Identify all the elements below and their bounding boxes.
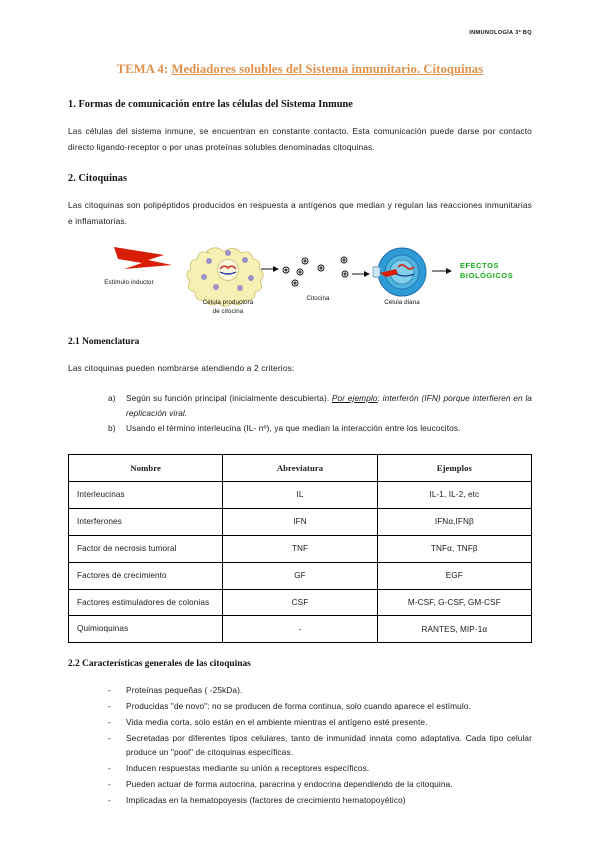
table-row [69, 589, 532, 616]
cell-nombre: Factores de crecimiento [69, 562, 223, 589]
cell-abreviatura: IFN [223, 508, 377, 535]
table-header-row [69, 455, 532, 482]
arrow-target-to-effects [432, 268, 452, 274]
page-title [68, 62, 532, 77]
cell-ejemplos: M-CSF, G-CSF, GM-CSF [377, 589, 531, 616]
list-item [126, 421, 532, 436]
section-1-paragraph: Las células del sistema inmune, se encuentran en constante contacto. Esta comunicación puede darse por contacto directo ligando-receptor o por unas proteínas solubles denominadas citoquinas. [68, 126, 532, 152]
producer-cell-icon [187, 248, 264, 307]
cytokine-molecules-icon [283, 257, 348, 286]
nomenclature-criteria-list [68, 391, 532, 436]
column-header-nombre: Nombre [69, 455, 223, 482]
biological-effects-label-line1: EFECTOS [460, 261, 499, 271]
stimulus-lightning-icon [114, 247, 172, 269]
cell-abreviatura: GF [223, 562, 377, 589]
cell-ejemplos: EGF [377, 562, 531, 589]
arrow-cytokine-to-target [352, 271, 370, 277]
cell-ejemplos: RANTES, MIP-1α [377, 616, 531, 643]
criterion-a-emphasis: Por ejemplo [331, 392, 378, 403]
cell-ejemplos: TNFα, TNFβ [377, 535, 531, 562]
cell-abreviatura: - [223, 616, 377, 643]
criterion-a-italic: : interferón (IFN) porque interfieren en la replicación viral. [126, 392, 533, 418]
table-row [69, 616, 532, 643]
cell-abreviatura: IL [223, 482, 377, 509]
list-item: - Implicadas en la hematopoyesis (factores de crecimiento hematopoyético) [126, 793, 532, 808]
list-item: - Vida media corta, solo están en el ambiente mientras el antígeno esté presente. [126, 715, 532, 730]
section-2-1-heading: 2.1 Nomenclatura [68, 337, 140, 348]
section-2-2-heading: 2.2 Características generales de las citoquinas [68, 659, 251, 670]
arrow-producer-to-cytokine [261, 266, 279, 272]
column-header-abreviatura: Abreviatura [223, 455, 377, 482]
title-rest: Mediadores solubles del Sistema inmunitario. Citoquinas [171, 62, 484, 76]
table-row [69, 482, 532, 509]
cytokine-families-table [68, 454, 532, 643]
running-header: INMUNOLOGÍA 3º BQ [469, 30, 532, 36]
section-2-1-intro: Las citoquinas pueden nombrarse atendiendo a 2 criterios: [68, 363, 295, 374]
cell-abreviatura: TNF [223, 535, 377, 562]
list-item: - Secretadas por diferentes tipos celulares, tanto de inmunidad innata como adaptativa. Cada tipo celular produce un "pool" de citoquinas específicas. [126, 731, 532, 761]
list-item: - Inducen respuestas mediante su unión a receptores específicos. [126, 761, 532, 776]
stimulus-label: Estímulo inductor [104, 279, 154, 287]
producer-cell-label-line1: Célula productora [202, 299, 254, 307]
cell-ejemplos: IFNα,IFNβ [377, 508, 531, 535]
target-cell-icon [373, 248, 426, 296]
target-cell-label: Célula diana [384, 299, 420, 307]
section-1-heading: 1. Formas de comunicación entre las células del Sistema Inmune [68, 99, 353, 110]
list-item: - Proteínas pequeñas ( -25kDa). [126, 683, 532, 698]
table-row [69, 535, 532, 562]
biological-effects-label-line2: BIOLÓGICOS [460, 271, 514, 281]
cytokine-signaling-diagram [68, 243, 532, 321]
cell-nombre: Quimioquinas [69, 616, 223, 643]
section-2-paragraph: Las citoquinas son polipéptidos producidos en respuesta a antígenos que median y regulan las reacciones inmunitarias e inflamatorias. [68, 200, 532, 226]
section-2-heading: 2. Citoquinas [68, 173, 128, 185]
list-item: - Producidas "de novo": no se producen de forma continua, solo cuando aparece el estímulo. [126, 699, 532, 714]
list-item: - Pueden actuar de forma autocrina, paracrina y endocrina dependiendo de la citoquina. [126, 777, 532, 792]
column-header-ejemplos: Ejemplos [377, 455, 531, 482]
producer-cell-label-line2: de citocina [212, 308, 244, 316]
table-row [69, 508, 532, 535]
list-item [126, 391, 532, 421]
criterion-b-text: Usando el término interleucina (IL- nº), ya que median la interacción entre los leucocitos. [126, 423, 461, 434]
cytokine-label: Citocina [306, 295, 330, 303]
title-lead: TEMA 4: [116, 62, 169, 76]
cell-nombre: Interferones [69, 508, 223, 535]
table-row [69, 562, 532, 589]
cytokine-characteristics-list [68, 683, 532, 807]
cell-nombre: Factor de necrosis tumoral [69, 535, 223, 562]
criterion-a-text: Según su función principal (inicialmente descubierta). [126, 392, 332, 403]
cell-nombre: Interleucinas [69, 482, 223, 509]
cell-ejemplos: IL-1, IL-2, etc [377, 482, 531, 509]
document-content [68, 62, 532, 809]
cell-abreviatura: CSF [223, 589, 377, 616]
cell-nombre: Factores estimuladores de colonias [69, 589, 223, 616]
